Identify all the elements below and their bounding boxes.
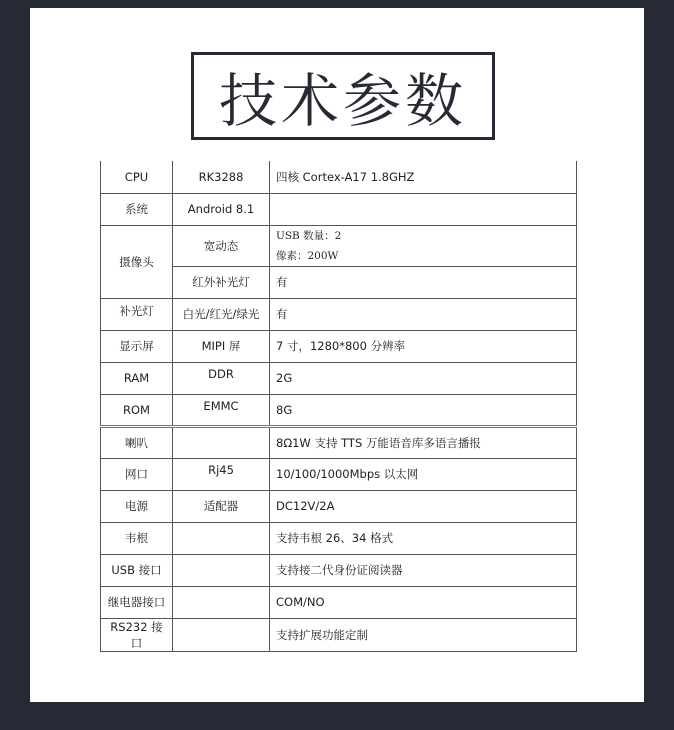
row-sub: DDR [173, 362, 270, 394]
row-sub [173, 522, 270, 554]
row-value: 7 寸，1280*800 分辨率 [270, 330, 577, 362]
table-row [101, 490, 577, 522]
row-sub: Rj45 [173, 458, 270, 490]
table-row [101, 362, 577, 394]
row-sub: 宽动态 [173, 225, 270, 266]
row-sub [173, 618, 270, 651]
row-label: 继电器接口 [101, 586, 173, 618]
row-value: DC12V/2A [270, 490, 577, 522]
row-label: 韦根 [101, 522, 173, 554]
row-label: USB 接口 [101, 554, 173, 586]
spec-table [100, 161, 577, 652]
row-sub [173, 426, 270, 458]
row-sub: 白光/红光/绿光 [173, 298, 270, 330]
row-sub [173, 586, 270, 618]
row-value: 有 [270, 266, 577, 298]
row-label: 电源 [101, 490, 173, 522]
row-value [270, 193, 577, 225]
row-value: 10/100/1000Mbps 以太网 [270, 458, 577, 490]
row-sub: EMMC [173, 394, 270, 426]
table-row [101, 394, 577, 426]
row-label: CPU [101, 161, 173, 193]
row-value [270, 225, 577, 266]
row-label: 系统 [101, 193, 173, 225]
row-value: 支持接二代身份证阅读器 [270, 554, 577, 586]
row-value: COM/NO [270, 586, 577, 618]
row-sub: 适配器 [173, 490, 270, 522]
row-sub: Android 8.1 [173, 193, 270, 225]
row-value-line: USB 数量：2 [276, 229, 342, 242]
page-title: 技术参数 [218, 67, 467, 135]
row-value: 有 [270, 298, 577, 330]
row-value: 四核 Cortex-A17 1.8GHZ [270, 161, 577, 193]
row-value-line: 像素：200W [276, 249, 339, 262]
table-row [101, 426, 577, 458]
row-sub: 红外补光灯 [173, 266, 270, 298]
table-row [101, 522, 577, 554]
row-label: 显示屏 [101, 330, 173, 362]
row-label: 摄像头 [101, 225, 173, 298]
table-row [101, 298, 577, 330]
row-value: 2G [270, 362, 577, 394]
row-label: 喇叭 [101, 426, 173, 458]
row-label: RAM [101, 362, 173, 394]
spec-sheet [30, 8, 644, 702]
row-value: 8Ω1W 支持 TTS 万能语音库多语言播报 [270, 426, 577, 458]
row-value: 支持韦根 26、34 格式 [270, 522, 577, 554]
table-row [101, 193, 577, 225]
table-row [101, 225, 577, 266]
table-row [101, 330, 577, 362]
table-row [101, 266, 577, 298]
table-row [101, 458, 577, 490]
row-label: ROM [101, 394, 173, 426]
title-box [191, 52, 495, 140]
row-sub: RK3288 [173, 161, 270, 193]
table-row [101, 554, 577, 586]
row-label: 网口 [101, 458, 173, 490]
row-sub: MIPI 屏 [173, 330, 270, 362]
table-row [101, 161, 577, 193]
row-label: RS232 接口 [101, 618, 173, 651]
row-label: 补光灯 [101, 298, 173, 330]
row-sub [173, 554, 270, 586]
row-value: 支持扩展功能定制 [270, 618, 577, 651]
table-row [101, 618, 577, 651]
row-value: 8G [270, 394, 577, 426]
table-row [101, 586, 577, 618]
